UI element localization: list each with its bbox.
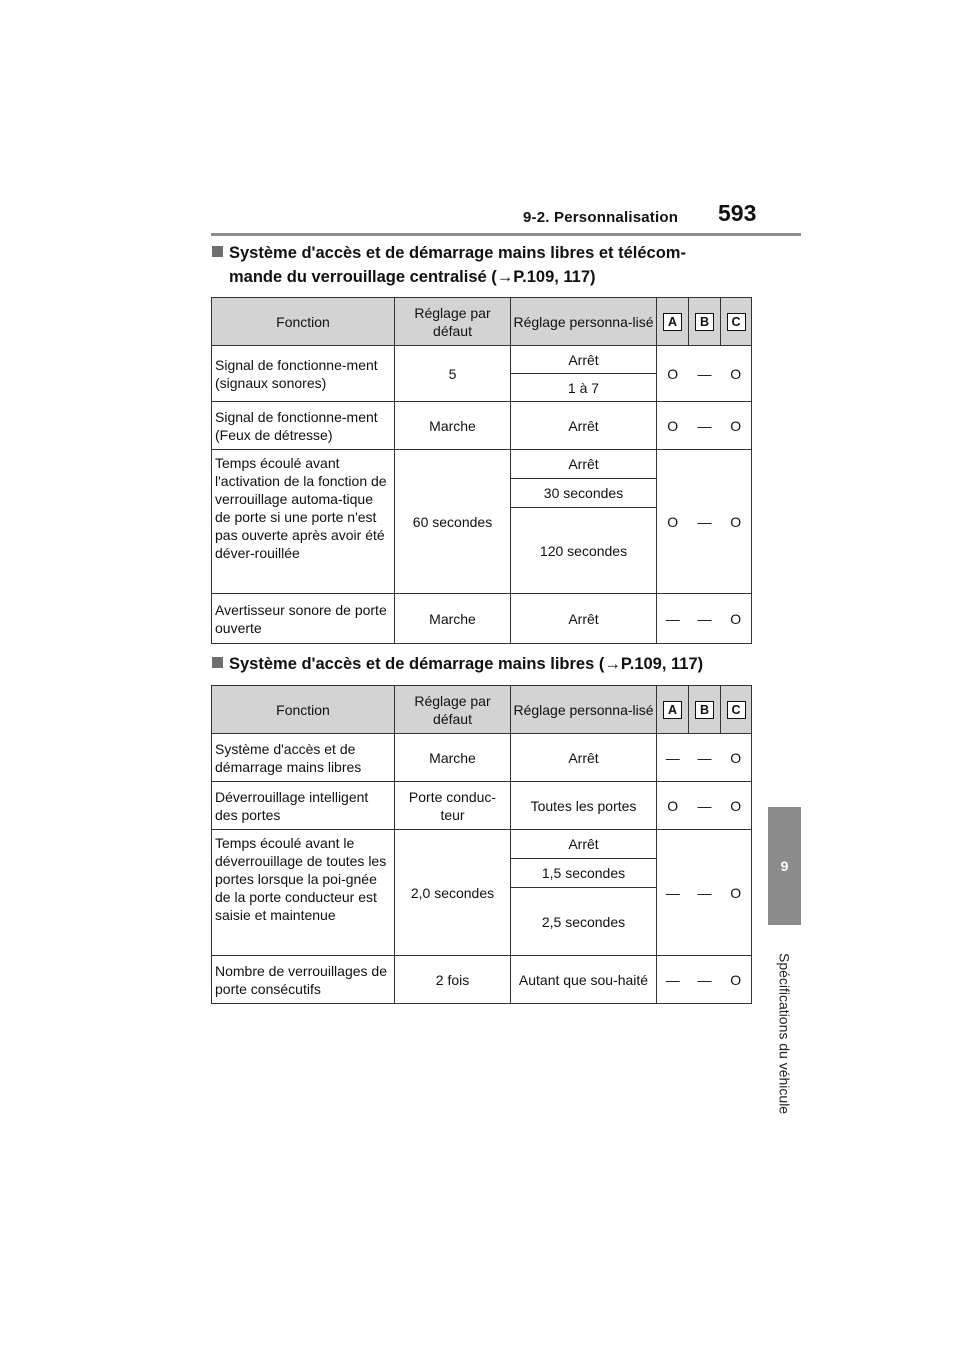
section1-heading-line1: Système d'accès et de démarrage mains libres et télécom- [229,244,686,262]
custom-cell: Autant que sou-haité [511,956,657,1004]
square-bullet-icon [212,246,223,257]
mark-c-cell: O [721,346,752,402]
mark-c-cell: O [721,782,752,830]
mark-c-cell: O [721,402,752,450]
custom-cell: Arrêt [511,402,657,450]
function-cell: Nombre de verrouillages de porte consécutifs [212,956,395,1004]
settings-table-1 [211,297,752,644]
boxed-letter-c: C [727,313,746,331]
mark-c-cell: O [721,594,752,644]
mark-b-cell: — [689,594,721,644]
table-header-row [212,298,752,346]
boxed-letter-a: A [663,313,682,331]
settings-table-2 [211,685,752,1004]
col-header-function: Fonction [212,298,395,346]
chapter-tab-number: 9 [780,858,789,874]
mark-b-cell: — [689,450,721,594]
custom-cell: Arrêt [511,734,657,782]
col-header-a [657,298,689,346]
table-row [212,402,752,450]
custom-cell: 30 secondes [511,479,657,508]
table-row [212,346,752,374]
col-header-b [689,686,721,734]
default-cell: Marche [395,734,511,782]
section2-heading-text: Système d'accès et de démarrage mains libres (→P.109, 117) [229,655,704,673]
mark-b-cell: — [689,346,721,402]
default-cell: 5 [395,346,511,402]
square-bullet-icon [212,657,223,668]
table-row [212,450,752,479]
mark-b-cell: — [689,830,721,956]
default-cell: Marche [395,402,511,450]
default-cell: 2 fois [395,956,511,1004]
table-row [212,734,752,782]
col-header-b [689,298,721,346]
default-cell: 2,0 secondes [395,830,511,956]
col-header-default: Réglage par défaut [395,686,511,734]
table-row [212,830,752,859]
function-cell: Temps écoulé avant l'activation de la fonction de verrouillage automa-tique de porte si une porte n'est pas ouverte après avoir été déver-rouillée [212,450,395,594]
mark-a-cell: — [657,956,689,1004]
mark-a-cell: — [657,594,689,644]
function-cell: Signal de fonctionne-ment (signaux sonores) [212,346,395,402]
boxed-letter-c: C [727,701,746,719]
col-header-c [721,298,752,346]
function-cell: Déverrouillage intelligent des portes [212,782,395,830]
function-cell: Système d'accès et de démarrage mains libres [212,734,395,782]
custom-cell: Arrêt [511,450,657,479]
mark-a-cell: O [657,450,689,594]
function-cell: Signal de fonctionne-ment (Feux de détresse) [212,402,395,450]
custom-cell: 120 secondes [511,508,657,594]
mark-b-cell: — [689,402,721,450]
function-cell: Temps écoulé avant le déverrouillage de toutes les portes lorsque la poi-gnée de la porte conducteur est saisie et maintenue [212,830,395,956]
mark-b-cell: — [689,956,721,1004]
mark-a-cell: — [657,830,689,956]
mark-a-cell: — [657,734,689,782]
table-row [212,782,752,830]
chapter-tab [768,807,801,925]
mark-b-cell: — [689,782,721,830]
col-header-custom: Réglage personna-lisé [511,686,657,734]
default-cell: Marche [395,594,511,644]
boxed-letter-b: B [695,701,714,719]
custom-cell: Arrêt [511,830,657,859]
mark-c-cell: O [721,450,752,594]
boxed-letter-a: A [663,701,682,719]
col-header-c [721,686,752,734]
col-header-a [657,686,689,734]
table-row [212,956,752,1004]
section-header: 9-2. Personnalisation [523,209,679,226]
custom-cell: Arrêt [511,346,657,374]
custom-cell: 2,5 secondes [511,888,657,956]
mark-a-cell: O [657,782,689,830]
mark-c-cell: O [721,956,752,1004]
mark-a-cell: O [657,346,689,402]
col-header-custom: Réglage personna-lisé [511,298,657,346]
table-header-row [212,686,752,734]
page-number: 593 [718,200,757,226]
mark-c-cell: O [721,830,752,956]
header-rule [211,233,801,236]
col-header-default: Réglage par défaut [395,298,511,346]
function-cell: Avertisseur sonore de porte ouverte [212,594,395,644]
default-cell: Porte conduc-teur [395,782,511,830]
custom-cell: 1 à 7 [511,374,657,402]
chapter-side-label [768,930,801,1138]
chapter-label: Spécifications du véhicule [776,953,793,1115]
mark-c-cell: O [721,734,752,782]
default-cell: 60 secondes [395,450,511,594]
section2-heading [212,652,772,676]
section1-heading [212,241,772,289]
mark-b-cell: — [689,734,721,782]
col-header-function: Fonction [212,686,395,734]
custom-cell: Arrêt [511,594,657,644]
custom-cell: Toutes les portes [511,782,657,830]
table-row [212,594,752,644]
mark-a-cell: O [657,402,689,450]
custom-cell: 1,5 secondes [511,859,657,888]
section1-heading-line2: mande du verrouillage centralisé (→P.109, 117) [229,268,596,286]
boxed-letter-b: B [695,313,714,331]
